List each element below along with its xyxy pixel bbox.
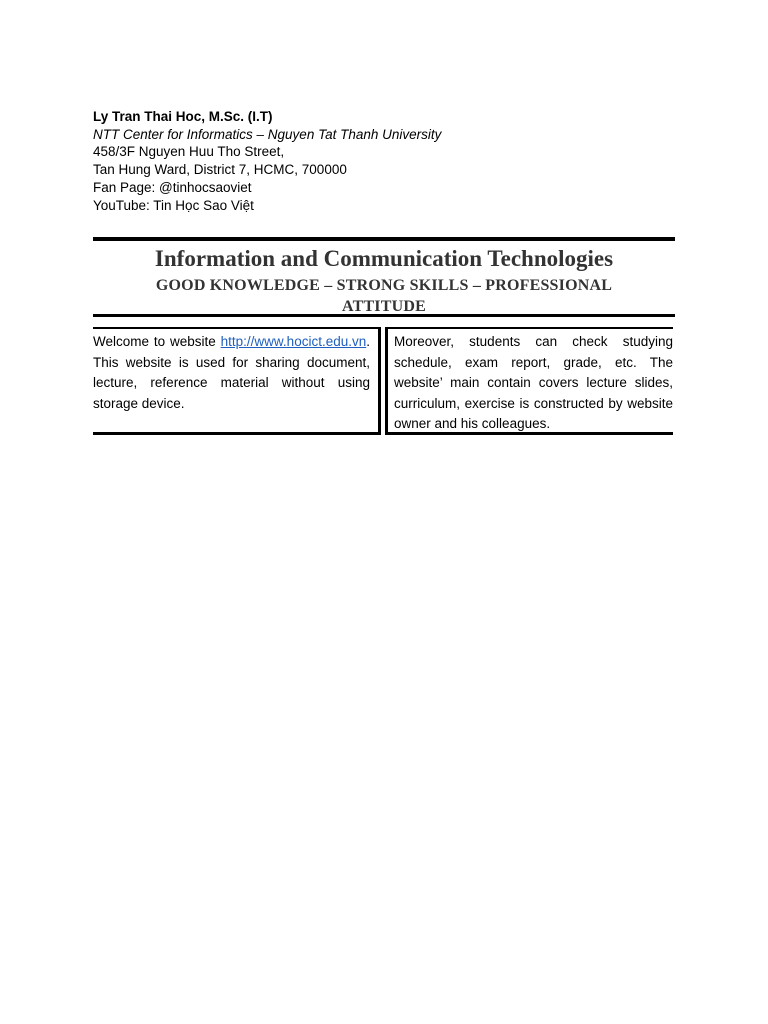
features-text: Moreover, students can check studying schedule, exam report, grade, etc. The website’ main contain covers lecture slides, curriculum, exercise is constructed by website owner and his colleagues. — [394, 334, 673, 431]
welcome-text: . This website is used for sharing document, lecture, reference material without using storage device. — [93, 334, 370, 411]
address-street: 458/3F Nguyen Huu Tho Street, — [93, 144, 285, 160]
author-affiliation: NTT Center for Informatics – Nguyen Tat Thanh University — [93, 126, 442, 142]
address-ward: Tan Hung Ward, District 7, HCMC, 700000 — [93, 162, 347, 178]
features-box — [385, 327, 673, 435]
fan-page: Fan Page: @tinhocsaoviet — [93, 179, 252, 195]
author-info — [93, 108, 673, 214]
author-name: Ly Tran Thai Hoc, M.Sc. (I.T) — [93, 109, 273, 124]
banner-title: Information and Communication Technologies — [154, 246, 614, 271]
youtube-channel: YouTube: Tin Học Sao Việt — [93, 197, 254, 213]
welcome-intro: Welcome to website — [93, 334, 221, 349]
welcome-box — [93, 327, 381, 435]
banner-subtitle: GOOD KNOWLEDGE – STRONG SKILLS – PROFESSIONAL ATTITUDE — [155, 277, 613, 315]
website-link[interactable]: http://www.hocict.edu.vn — [220, 334, 367, 349]
title-banner — [93, 237, 675, 317]
